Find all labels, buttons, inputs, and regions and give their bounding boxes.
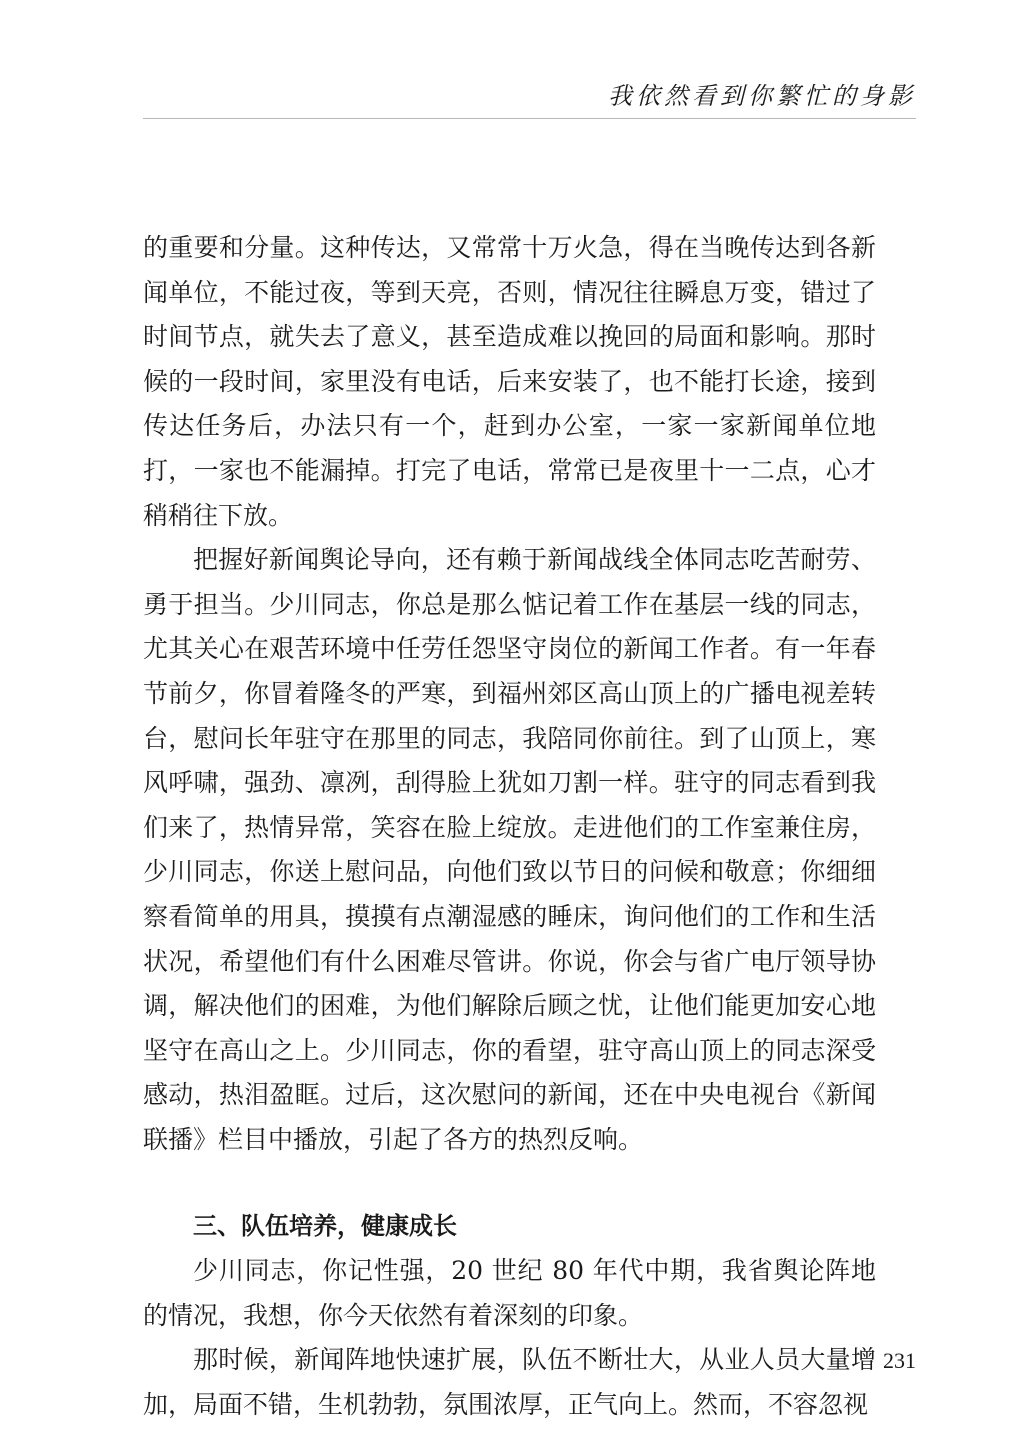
paragraph-3: 少川同志，你记性强，20 世纪 80 年代中期，我省舆论阵地的情况，我想，你今天依然有着深刻的印象。 bbox=[143, 1256, 876, 1330]
paragraph-1: 的重要和分量。这种传达，又常常十万火急，得在当晚传达到各新闻单位，不能过夜，等到天亮，否则，情况往往瞬息万变，错过了时间节点，就失去了意义，甚至造成难以挽回的局面和影响。那时候的一段时间，家里没有电话，后来安装了，也不能打长途，接到传达任务后，办法只有一个，赶到办公室，一家一家新闻单位地打，一家也不能漏掉。打完了电话，常常已是夜里十一二点，心才稍稍往下放。 bbox=[143, 233, 876, 530]
running-header: 我依然看到你繁忙的身影 bbox=[608, 82, 916, 110]
header-divider bbox=[143, 118, 916, 119]
paragraph-4: 那时候，新闻阵地快速扩展，队伍不断壮大，从业人员大量增加，局面不错，生机勃勃，氛围浓厚，正气向上。然而，不容忽视 bbox=[143, 1345, 876, 1419]
section-heading: 三、队伍培养，健康成长 bbox=[193, 1212, 457, 1241]
paragraph-2: 把握好新闻舆论导向，还有赖于新闻战线全体同志吃苦耐劳、勇于担当。少川同志，你总是那么惦记着工作在基层一线的同志，尤其关心在艰苦环境中任劳任怨坚守岗位的新闻工作者。有一年春节前夕，你冒着隆冬的严寒，到福州郊区高山顶上的广播电视差转台，慰问长年驻守在那里的同志，我陪同你前往。到了山顶上，寒风呼啸，强劲、凛冽，刮得脸上犹如刀割一样。驻守的同志看到我们来了，热情异常，笑容在脸上绽放。走进他们的工作室兼住房，少川同志，你送上慰问品，向他们致以节日的问候和敬意；你细细察看简单的用具，摸摸有点潮湿感的睡床，询问他们的工作和生活状况，希望他们有什么困难尽管讲。你说，你会与省广电厅领导协调，解决他们的困难，为他们解除后顾之忧，让他们能更加安心地坚守在高山之上。少川同志，你的看望，驻守高山顶上的同志深受感动，热泪盈眶。过后，这次慰问的新闻，还在中央电视台《新闻联播》栏目中播放，引起了各方的热烈反响。 bbox=[143, 545, 876, 1154]
page-number: 231 bbox=[883, 1348, 916, 1373]
body-text bbox=[143, 226, 876, 1427]
